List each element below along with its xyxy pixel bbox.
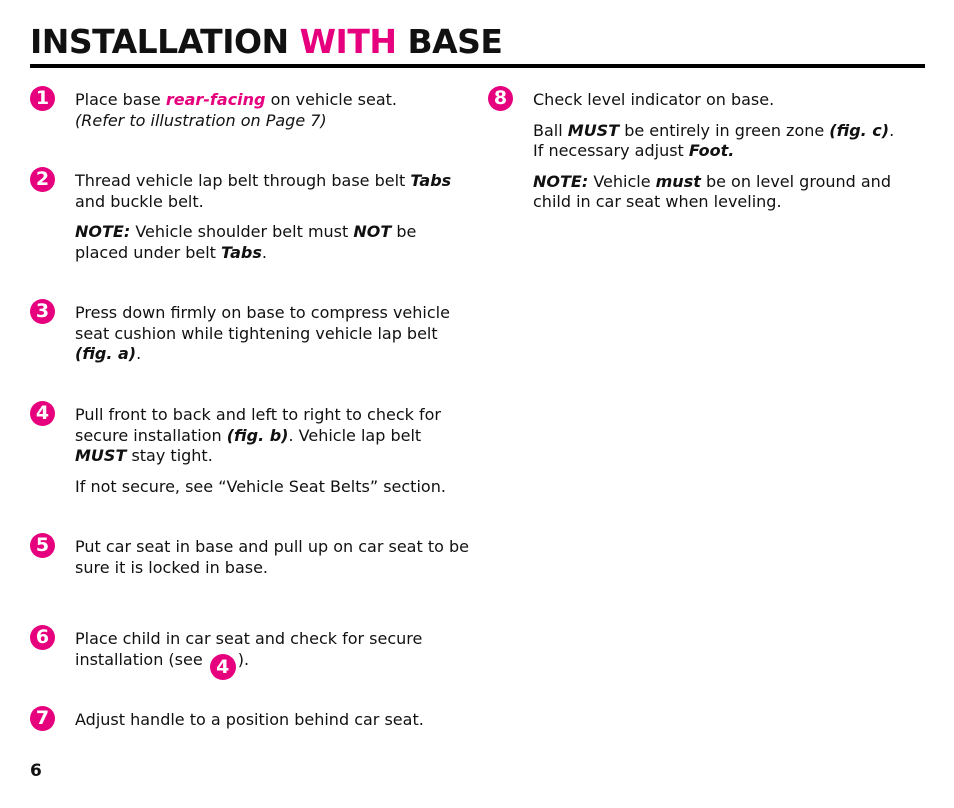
step-4 <box>35 402 470 497</box>
step-number-badge: 7 <box>30 706 55 731</box>
page-title: INSTALLATION WITH BASE <box>30 22 503 61</box>
page-number: 6 <box>30 761 42 781</box>
step-1 <box>35 87 470 131</box>
step-5 <box>35 534 470 578</box>
step-4-text: Pull front to back and left to right to check for secure installation (fig. b). Vehicle lap belt MUST stay tight. <box>75 405 441 465</box>
step-4-followup: If not secure, see “Vehicle Seat Belts” section. <box>75 476 446 496</box>
step-number-badge: 4 <box>30 401 55 426</box>
step-number-badge: 1 <box>30 86 55 111</box>
step-6-text: Place child in car seat and check for secure installation (see 4 ). <box>75 629 423 678</box>
step-number-badge: 2 <box>30 167 55 192</box>
step-3-text: Press down firmly on base to compress vehicle seat cushion while tightening vehicle lap belt (fig. a). <box>75 303 450 363</box>
step-2-note: NOTE: Vehicle shoulder belt must NOT be placed under belt Tabs. <box>75 222 417 262</box>
step-reference-badge: 4 <box>210 654 236 680</box>
step-number-badge: 6 <box>30 625 55 650</box>
step-8-note: NOTE: Vehicle must be on level ground and child in car seat when leveling. <box>533 171 891 211</box>
step-2 <box>35 168 470 263</box>
title-accent: WITH <box>299 22 397 61</box>
step-number-badge: 8 <box>488 86 513 111</box>
step-number-badge: 5 <box>30 533 55 558</box>
step-5-text: Put car seat in base and pull up on car seat to be sure it is locked in base. <box>75 537 469 577</box>
step-2-text: Thread vehicle lap belt through base belt Tabs and buckle belt. <box>75 171 452 211</box>
step-8-detail: Ball MUST be entirely in green zone (fig. c). If necessary adjust Foot. <box>533 120 895 160</box>
step-number-badge: 3 <box>30 299 55 324</box>
step-1-text: Place base rear-facing on vehicle seat. (Refer to illustration on Page 7) <box>75 90 398 130</box>
step-7-text: Adjust handle to a position behind car seat. <box>75 710 424 729</box>
title-rule <box>30 64 925 68</box>
step-6 <box>35 626 470 680</box>
step-8 <box>493 87 903 213</box>
step-7 <box>35 707 470 731</box>
step-8-text: Check level indicator on base. <box>533 90 775 109</box>
step-3 <box>35 300 470 365</box>
